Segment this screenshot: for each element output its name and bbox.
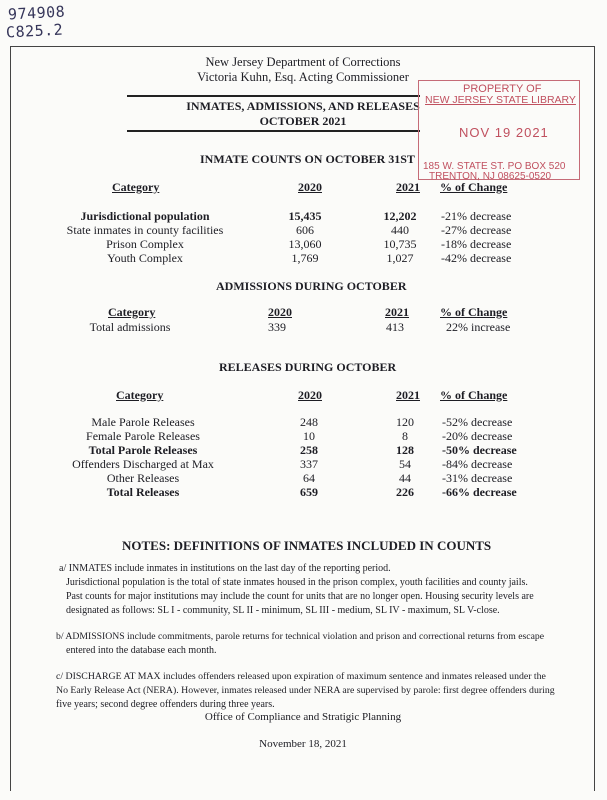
- commissioner-name: Victoria Kuhn, Esq. Acting Commissioner: [197, 70, 409, 84]
- note-a-line2: Jurisdictional population is the total of state inmates housed in the prison complex, youth facilities and county jails.: [66, 577, 528, 588]
- table-row-change: -50% decrease: [442, 443, 517, 457]
- handwritten-call-number: C825.2: [5, 20, 64, 42]
- footer-date: November 18, 2021: [259, 738, 347, 750]
- table-row-change: -42% decrease: [441, 251, 512, 265]
- table-row-change: -18% decrease: [441, 237, 512, 251]
- stamp-line2: NEW JERSEY STATE LIBRARY: [425, 94, 576, 106]
- admissions-header-2020: 2020: [268, 305, 292, 319]
- table-row-2021: 128: [396, 443, 414, 457]
- table-row-2021: 120: [396, 415, 414, 429]
- table-row-category: Jurisdictional population: [80, 209, 210, 223]
- table-row-category: Female Parole Releases: [86, 429, 200, 443]
- note-c-line2: No Early Release Act (NERA). However, inmates released under NERA are supervised by parole: first degree offenders during: [56, 685, 555, 696]
- table-row-2021: 440: [391, 223, 409, 237]
- notes-title: NOTES: DEFINITIONS OF INMATES INCLUDED IN COUNTS: [122, 538, 492, 553]
- admissions-title: ADMISSIONS DURING OCTOBER: [216, 279, 407, 293]
- table-row-2021: 10,735: [383, 237, 417, 251]
- table-row-2020: 606: [296, 223, 314, 237]
- table-row-category: Total admissions: [89, 320, 171, 334]
- library-stamp: [418, 80, 580, 180]
- header-rule-bottom: [127, 130, 420, 132]
- header-rule-top: [127, 95, 420, 97]
- table-row-change: -31% decrease: [442, 471, 513, 485]
- table-row-change: -52% decrease: [442, 415, 513, 429]
- report-title: INMATES, ADMISSIONS, AND RELEASES: [186, 99, 420, 113]
- table-row-2020: 337: [300, 457, 318, 471]
- releases-header-category: Category: [116, 388, 164, 402]
- stamp-address1: 185 W. STATE ST. PO BOX 520: [423, 161, 566, 172]
- report-month: OCTOBER 2021: [259, 114, 347, 128]
- note-c-line3: five years; second degree offenders during three years.: [56, 699, 275, 710]
- admissions-header-2021: 2021: [385, 305, 409, 319]
- table-row-2021: 1,027: [386, 251, 414, 265]
- table-row-2020: 15,435: [288, 209, 322, 223]
- note-a-line3: Past counts for major institutions may include the count for units that are no longer open. Housing security levels are: [66, 591, 534, 602]
- table-row-2020: 1,769: [291, 251, 319, 265]
- table-row-2020: 248: [300, 415, 318, 429]
- table-row-2020: 339: [268, 320, 286, 334]
- table-row-2021: 44: [399, 471, 411, 485]
- table-row-category: Offenders Discharged at Max: [72, 457, 214, 471]
- table-row-change: 22% increase: [446, 320, 511, 334]
- inmate-counts-header-category: Category: [112, 180, 160, 194]
- table-row-change: -27% decrease: [441, 223, 512, 237]
- table-row-change: -20% decrease: [442, 429, 513, 443]
- table-row-2021: 8: [402, 429, 408, 443]
- table-row-change: -66% decrease: [442, 485, 517, 499]
- handwritten-accession-number: 974908: [7, 2, 66, 24]
- stamp-date: NOV 19 2021: [459, 125, 549, 140]
- table-row-category: Youth Complex: [107, 251, 183, 265]
- table-row-category: Other Releases: [106, 471, 180, 485]
- table-row-change: -84% decrease: [442, 457, 513, 471]
- table-row-category: Total Releases: [106, 485, 180, 499]
- note-a-line4: designated as follows: SL I - community, SL II - minimum, SL III - medium, SL IV - maximum, SL V-close.: [66, 605, 500, 616]
- note-a-line1: a/ INMATES include inmates in institutions on the last day of the reporting period.: [59, 563, 391, 574]
- table-row-2021: 226: [396, 485, 414, 499]
- note-b-line1: b/ ADMISSIONS include commitments, parole returns for technical violation and prison and correctional returns from escape: [56, 631, 545, 642]
- table-row-category: Male Parole Releases: [91, 415, 195, 429]
- releases-title: RELEASES DURING OCTOBER: [219, 360, 397, 374]
- inmate-counts-header-2021: 2021: [396, 180, 420, 194]
- admissions-header-category: Category: [108, 305, 156, 319]
- table-row-category: Total Parole Releases: [88, 443, 198, 457]
- table-row-2020: 258: [300, 443, 318, 457]
- table-row-change: -21% decrease: [441, 209, 512, 223]
- table-row-2020: 659: [300, 485, 318, 499]
- stamp-line1: PROPERTY OF: [463, 83, 542, 95]
- department-name: New Jersey Department of Corrections: [205, 55, 401, 69]
- note-c-line1: c/ DISCHARGE AT MAX includes offenders released upon expiration of maximum sentence and inmates released under the: [56, 671, 546, 682]
- table-row-category: Prison Complex: [106, 237, 184, 251]
- table-row-category: State inmates in county facilities: [66, 223, 224, 237]
- table-row-2021: 413: [386, 320, 404, 334]
- table-row-2020: 64: [303, 471, 315, 485]
- table-row-2020: 10: [303, 429, 315, 443]
- stamp-address2: TRENTON, NJ 08625-0520: [429, 171, 552, 182]
- inmate-counts-header-2020: 2020: [298, 180, 322, 194]
- inmate-counts-title: INMATE COUNTS ON OCTOBER 31ST: [200, 152, 415, 166]
- releases-header-2020: 2020: [298, 388, 322, 402]
- table-row-2021: 12,202: [383, 209, 417, 223]
- releases-header-change: % of Change: [440, 388, 508, 402]
- note-b-line2: entered into the database each month.: [66, 645, 217, 656]
- table-row-2021: 54: [399, 457, 411, 471]
- footer-office: Office of Compliance and Stratigic Planning: [204, 711, 402, 723]
- admissions-header-change: % of Change: [440, 305, 508, 319]
- table-row-2020: 13,060: [288, 237, 322, 251]
- releases-header-2021: 2021: [396, 388, 420, 402]
- inmate-counts-header-change: % of Change: [440, 180, 508, 194]
